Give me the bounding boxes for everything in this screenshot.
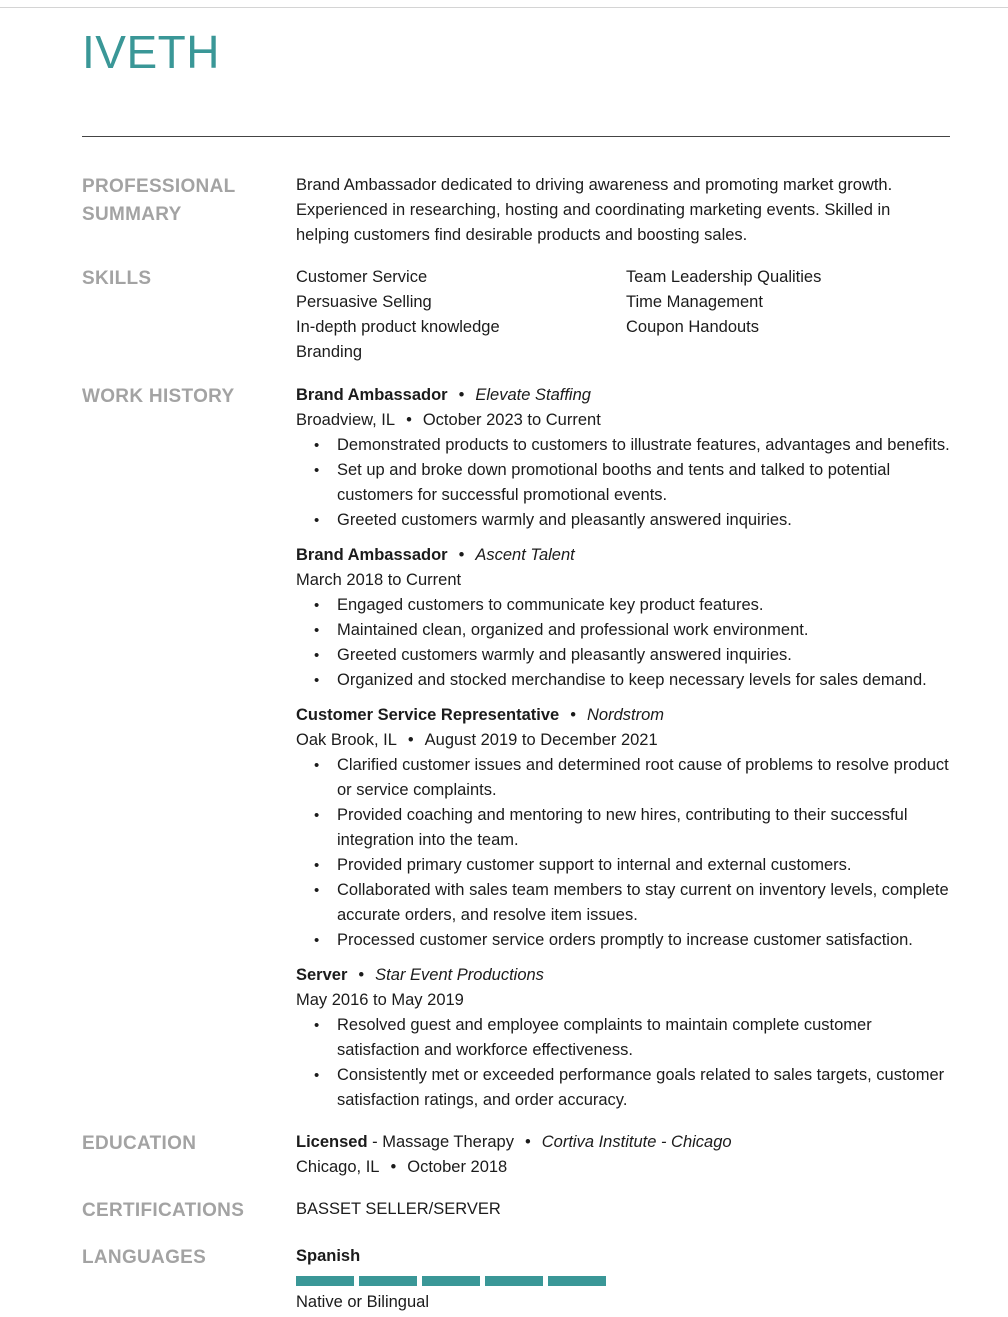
job-employer: Nordstrom (586, 706, 664, 724)
education-entry (296, 1130, 956, 1180)
separator-dot: • (406, 411, 412, 429)
job-meta (296, 728, 956, 753)
separator-dot: • (407, 731, 414, 749)
job-bullet: • Resolved guest and employee complaints to maintain complete customer satisfaction and workforce effectiveness. (337, 1013, 956, 1063)
job-dates: August 2019 to December 2021 (424, 731, 658, 749)
job-bullet: • Organized and stocked merchandise to keep necessary levels for sales demand. (337, 668, 956, 693)
language-level-segment (422, 1276, 480, 1286)
separator-dot: • (358, 966, 365, 984)
skill-item: Time Management (626, 293, 763, 311)
job-entry (296, 963, 956, 1113)
job-bullets (296, 433, 956, 533)
skills-column-left (296, 265, 626, 365)
education-location: Chicago, IL (296, 1158, 380, 1176)
job-entry (296, 383, 956, 533)
education-school: Cortiva Institute - Chicago (541, 1133, 732, 1151)
summary-heading (82, 173, 272, 229)
separator-dot: • (570, 706, 576, 724)
top-divider (0, 7, 1008, 8)
job-dates: May 2016 to May 2019 (296, 991, 464, 1009)
certifications-list (296, 1197, 956, 1222)
job-bullet: • Provided primary customer support to internal and external customers. (337, 853, 956, 878)
job-bullet: • Greeted customers warmly and pleasantly answered inquiries. (337, 508, 956, 533)
job-bullet: • Collaborated with sales team members to stay current on inventory levels, complete accurate orders, and resolve item issues. (337, 878, 956, 928)
certifications-heading: CERTIFICATIONS (82, 1200, 245, 1221)
skill-item: Persuasive Selling (296, 293, 432, 311)
skills-column-right (626, 265, 956, 365)
language-level-text: Native or Bilingual (296, 1293, 429, 1311)
skill-item: Branding (296, 343, 363, 361)
job-bullet: • Greeted customers warmly and pleasantly answered inquiries. (337, 643, 956, 668)
job-title: Server (296, 966, 348, 984)
job-title-line (296, 963, 956, 988)
language-level-segment (485, 1276, 543, 1286)
job-bullets (296, 753, 956, 953)
job-meta (296, 568, 956, 593)
separator-dot: • (458, 546, 465, 564)
job-meta (296, 988, 956, 1013)
education-heading: EDUCATION (82, 1133, 197, 1154)
education-field: - Massage Therapy (367, 1133, 514, 1151)
language-level-segment (359, 1276, 417, 1286)
job-title-line (296, 703, 956, 728)
language-name: Spanish (296, 1247, 361, 1265)
languages-list (296, 1244, 956, 1315)
job-bullet: • Processed customer service orders promptly to increase customer satisfaction. (337, 928, 956, 953)
job-bullet: • Provided coaching and mentoring to new hires, contributing to their successful integration into the team. (337, 803, 956, 853)
education-date: October 2018 (407, 1158, 508, 1176)
job-title-line (296, 383, 956, 408)
skill-item: Coupon Handouts (626, 318, 760, 336)
separator-dot: • (458, 386, 465, 404)
job-bullet: • Set up and broke down promotional booths and tents and talked to potential customers for successful promotional events. (337, 458, 956, 508)
work-history-list (296, 383, 956, 1123)
job-meta (296, 408, 956, 433)
skills-list (296, 265, 956, 365)
job-location: Oak Brook, IL (296, 731, 397, 749)
language-level-segment (296, 1276, 354, 1286)
education-degree: Licensed (296, 1133, 368, 1151)
job-title: Brand Ambassador (296, 546, 448, 564)
job-bullet: • Engaged customers to communicate key product features. (337, 593, 956, 618)
job-location: Broadview, IL (296, 411, 396, 429)
language-level-segment (548, 1276, 606, 1286)
job-title: Customer Service Representative (296, 706, 560, 724)
separator-dot: • (524, 1133, 531, 1151)
job-employer: Ascent Talent (475, 546, 575, 564)
job-bullets (296, 593, 956, 693)
candidate-name: IVETH (82, 26, 220, 78)
job-dates: October 2023 to Current (422, 411, 601, 429)
job-bullet: • Maintained clean, organized and professional work environment. (337, 618, 956, 643)
skills-heading: SKILLS (82, 268, 152, 289)
job-bullet: • Demonstrated products to customers to illustrate features, advantages and benefits. (337, 433, 956, 458)
work-history-heading: WORK HISTORY (82, 386, 235, 407)
skill-item: Customer Service (296, 268, 428, 286)
job-employer: Star Event Productions (375, 966, 544, 984)
job-employer: Elevate Staffing (475, 386, 591, 404)
summary-text: Brand Ambassador dedicated to driving awareness and promoting market growth. Experienced in researching, hosting and coordinating marketing events. Skilled in helping customers find desirable products and boosting sales. (296, 176, 893, 244)
summary-heading-line2: SUMMARY (82, 204, 182, 225)
skill-item: Team Leadership Qualities (626, 268, 822, 286)
job-dates: March 2018 to Current (296, 571, 462, 589)
job-bullet: • Consistently met or exceeded performance goals related to sales targets, customer satisfaction ratings, and order accuracy. (337, 1063, 956, 1113)
certification-item: BASSET SELLER/SERVER (296, 1200, 501, 1218)
job-title: Brand Ambassador (296, 386, 448, 404)
job-title-line (296, 543, 956, 568)
separator-dot: • (390, 1158, 397, 1176)
job-entry (296, 703, 956, 953)
summary-heading-line1: PROFESSIONAL (82, 176, 236, 197)
job-bullets (296, 1013, 956, 1113)
skill-item: In-depth product knowledge (296, 318, 500, 336)
job-entry (296, 543, 956, 693)
job-bullet: • Clarified customer issues and determined root cause of problems to resolve product or service complaints. (337, 753, 956, 803)
header-divider (82, 136, 950, 137)
language-level-bar (296, 1276, 956, 1286)
languages-heading: LANGUAGES (82, 1247, 207, 1268)
